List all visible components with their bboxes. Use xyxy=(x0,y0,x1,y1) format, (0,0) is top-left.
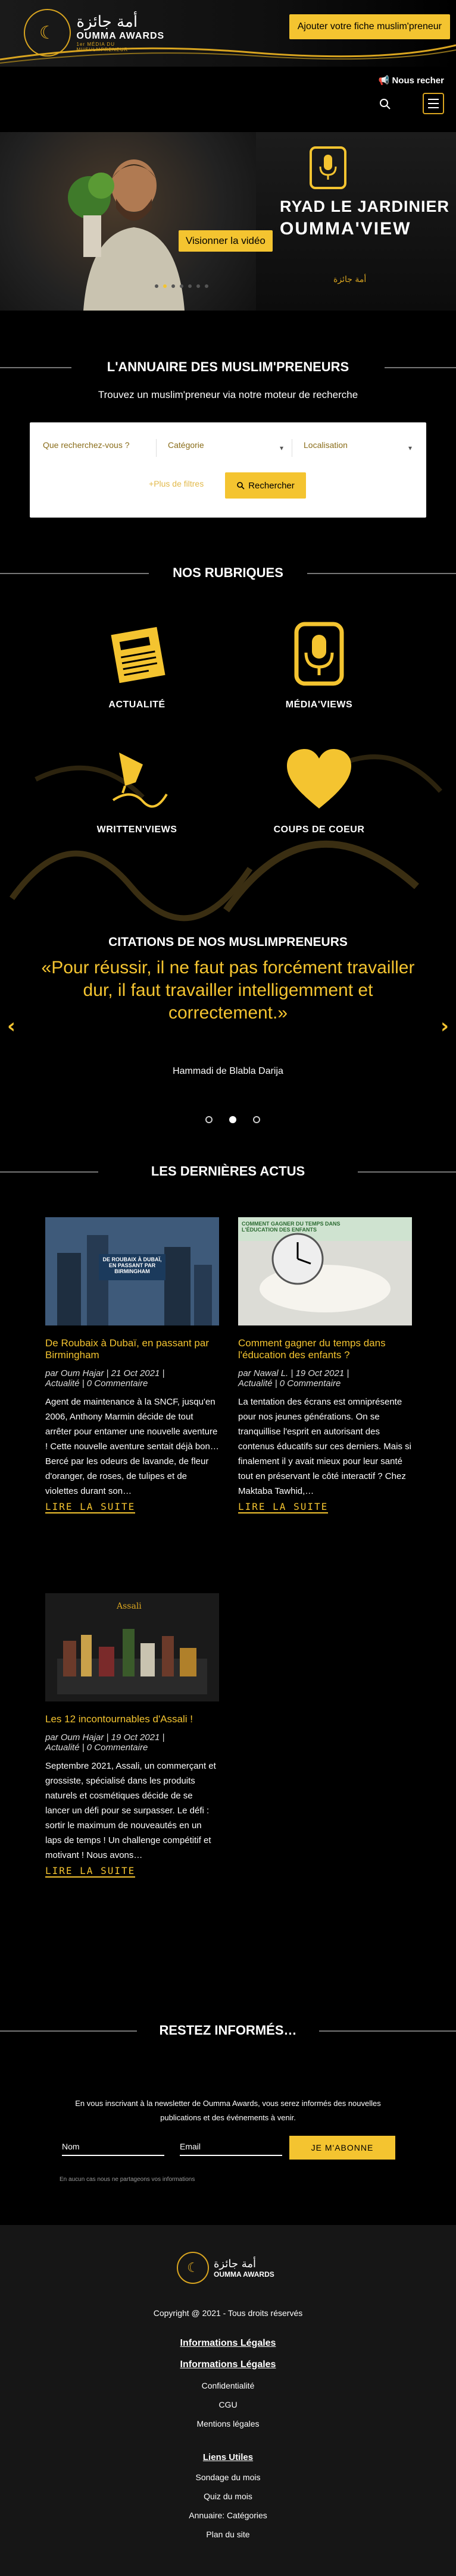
article-image xyxy=(238,1217,412,1325)
article-excerpt: Agent de maintenance à la SNCF, jusqu'en 2006, Anthony Marmin décide de tout arrêter pour entamer une nouvelle aventure ! Cette nouvelle aventure sentait déjà bon… Bercé par les odeurs de lavande, de fleur d'oranger, de roses, de tulipes et de violettes durant son… xyxy=(45,1397,219,1496)
logo-emblem-icon: ☾ xyxy=(177,2252,209,2284)
footer-link-confidentialite[interactable]: Confidentialité xyxy=(201,2381,255,2390)
chevron-right-icon[interactable]: › xyxy=(440,1014,449,1038)
article-title[interactable]: De Roubaix à Dubaï, en passant par Birmingham xyxy=(45,1337,210,1361)
rubrique-label: MÉDIA'VIEWS xyxy=(285,700,353,710)
newsletter-text: En vous inscrivant à la newsletter de Oumma Awards, vous serez informés des nouvelles publications et des événements à venir. xyxy=(75,2099,381,2122)
search-link[interactable]: 📢 Nous recher xyxy=(378,76,444,86)
article-meta: par Nawal L. | 19 Oct 2021 | Actualité | 0 Commentaire xyxy=(238,1368,349,1389)
quote-dot-active[interactable] xyxy=(229,1116,236,1123)
slider-dot[interactable] xyxy=(180,284,183,288)
quote-author: Hammadi de Blabla Darija xyxy=(173,1066,283,1076)
more-filters-link[interactable]: +Plus de filtres xyxy=(149,479,204,488)
rubrique-media-views[interactable] xyxy=(248,619,391,710)
quote-dot[interactable] xyxy=(253,1116,260,1123)
search-submit-button[interactable]: Rechercher xyxy=(225,472,306,499)
search-icon[interactable] xyxy=(379,98,392,111)
rubrique-label: ACTUALITÉ xyxy=(108,700,165,710)
hero-title-line1: RYAD LE JARDINIER xyxy=(280,198,450,215)
category-select[interactable]: Catégorie xyxy=(168,440,204,450)
article-card[interactable] xyxy=(238,1217,412,1513)
megaphone-icon: 📢 xyxy=(378,76,390,86)
article-card[interactable] xyxy=(45,1217,219,1513)
directory-search-form xyxy=(30,422,426,518)
footer-link-sondage[interactable]: Sondage du mois xyxy=(195,2472,261,2482)
location-select[interactable]: Localisation xyxy=(304,440,348,450)
annuaire-section-title: L'ANNUAIRE DES MUSLIM'PRENEURS xyxy=(0,359,456,375)
newsletter-privacy-note: En aucun cas nous ne partageons vos informations xyxy=(60,2176,195,2183)
legal-heading[interactable]: Informations Légales xyxy=(180,2338,276,2348)
read-more-link[interactable]: LIRE LA SUITE xyxy=(45,1501,136,1512)
site-header xyxy=(0,0,456,67)
article-image xyxy=(45,1593,219,1701)
newsletter-name-field[interactable]: Nom xyxy=(62,2142,164,2156)
newsletter-subscribe-button[interactable]: JE M'ABONNE xyxy=(289,2136,395,2160)
hero-title-line2: OUMMA'VIEW xyxy=(280,219,411,239)
heart-icon xyxy=(283,744,355,815)
quote-text: «Pour réussir, il ne faut pas forcément travailler dur, il faut travailler intelligemment et correctement.» xyxy=(41,958,415,1023)
rubrique-label: WRITTEN'VIEWS xyxy=(96,825,177,835)
article-excerpt: Septembre 2021, Assali, un commerçant et grossiste, spécialisé dans les produits naturels et cosmétiques décide de se lancer un défi pour se surpasser. Le défi : sortir le maximum de nouveautés en un laps de temps ! Un challenge compétitif et motivant ! Nous avons… xyxy=(45,1761,216,1860)
article-title[interactable]: Comment gagner du temps dans l'éducation des enfants ? xyxy=(238,1337,386,1361)
site-logo[interactable] xyxy=(24,6,167,59)
logo-arabic: أمة جائزة xyxy=(76,13,138,31)
quote-dot[interactable] xyxy=(205,1116,213,1123)
read-more-link[interactable]: LIRE LA SUITE xyxy=(238,1501,329,1512)
citations-section-title: CITATIONS DE NOS MUSLIMPRENEURS xyxy=(108,935,348,949)
slider-dot-active[interactable] xyxy=(163,284,167,288)
legal-heading-secondary[interactable]: Informations Légales xyxy=(180,2359,276,2370)
add-listing-button[interactable]: Ajouter votre fiche muslim'preneur xyxy=(289,14,450,39)
rubrique-label: COUPS DE COEUR xyxy=(273,825,365,835)
logo-emblem-icon: ☾ xyxy=(24,9,71,57)
article-image-caption: COMMENT GAGNER DU TEMPS DANS L'ÉDUCATION DES ENFANTS xyxy=(242,1221,341,1233)
article-card[interactable] xyxy=(45,1593,219,1878)
footer-link-quiz[interactable]: Quiz du mois xyxy=(204,2492,252,2501)
slider-dots xyxy=(155,284,208,288)
footer-link-mentions[interactable]: Mentions légales xyxy=(196,2419,260,2428)
watch-video-button[interactable]: Visionner la vidéo xyxy=(179,230,273,252)
plus-icon: + xyxy=(149,479,154,488)
slider-dot[interactable] xyxy=(171,284,175,288)
quill-icon xyxy=(101,744,173,815)
footer-link-cgu[interactable]: CGU xyxy=(218,2400,238,2409)
footer-logo[interactable]: ☾ أمة جائزة OUMMA AWARDS xyxy=(177,2250,279,2286)
quote-slider-dots xyxy=(205,1116,260,1123)
slider-dot[interactable] xyxy=(188,284,192,288)
logo-name: OUMMA AWARDS xyxy=(76,31,165,41)
article-image-caption: DE ROUBAIX À DUBAÏ, EN PASSANT PAR BIRMINGHAM xyxy=(102,1256,162,1274)
hero-badge-logo: أمة جائزة xyxy=(333,275,367,284)
slider-dot[interactable] xyxy=(205,284,208,288)
search-input[interactable]: Que recherchez-vous ? xyxy=(43,440,130,450)
utility-bar xyxy=(0,67,456,132)
rubrique-written-views[interactable] xyxy=(65,744,208,835)
logo-tagline: 1er MÉDIA DU MUSULMPRENEUR xyxy=(76,42,129,52)
chevron-down-icon: ▾ xyxy=(408,444,413,452)
search-icon xyxy=(236,481,245,490)
article-image xyxy=(45,1217,219,1325)
rubrique-coups-de-coeur[interactable] xyxy=(248,744,391,835)
article-image-caption: Assali xyxy=(117,1602,142,1611)
newspaper-icon xyxy=(101,619,173,690)
article-meta: par Oum Hajar | 19 Oct 2021 | Actualité | 0 Commentaire xyxy=(45,1732,165,1753)
article-meta: par Oum Hajar | 21 Oct 2021 | Actualité | 0 Commentaire xyxy=(45,1368,165,1389)
slider-dot[interactable] xyxy=(196,284,200,288)
annuaire-subtitle: Trouvez un muslim'preneur via notre moteur de recherche xyxy=(98,389,358,400)
read-more-link[interactable]: LIRE LA SUITE xyxy=(45,1865,136,1876)
useful-links-heading: Liens Utiles xyxy=(202,2452,254,2462)
slider-dot[interactable] xyxy=(155,284,158,288)
chevron-down-icon: ▾ xyxy=(280,444,284,452)
actus-section-title: LES DERNIÈRES ACTUS xyxy=(0,1164,456,1179)
microphone-icon xyxy=(310,146,346,189)
hero-slider xyxy=(0,132,456,311)
hamburger-menu-button[interactable] xyxy=(423,93,444,114)
rubriques-grid xyxy=(0,595,456,928)
newsletter-email-field[interactable]: Email xyxy=(180,2142,282,2156)
chevron-left-icon[interactable]: ‹ xyxy=(7,1014,16,1038)
footer-link-plan[interactable]: Plan du site xyxy=(206,2530,250,2539)
copyright: Copyright @ 2021 - Tous droits réservés xyxy=(153,2308,303,2318)
microphone-icon xyxy=(283,619,355,690)
hero-photo xyxy=(0,132,256,311)
article-excerpt: La tentation des écrans est omniprésente pour nos jeunes générations. On se tranquillise l'esprit en autorisant des contenus éducatifs sur ces derniers. Mais si finalement il y avait mieux pour leur santé tout en préservant le côté interactif ? Chez Maktaba Tawhid,… xyxy=(238,1397,411,1496)
newsletter-section-title: RESTEZ INFORMÉS… xyxy=(0,2023,456,2038)
rubrique-actualite[interactable] xyxy=(65,619,208,710)
footer-link-annuaire[interactable]: Annuaire: Catégories xyxy=(189,2511,267,2520)
article-title[interactable]: Les 12 incontournables d'Assali ! xyxy=(45,1713,193,1725)
rubriques-section-title: NOS RUBRIQUES xyxy=(0,565,456,581)
